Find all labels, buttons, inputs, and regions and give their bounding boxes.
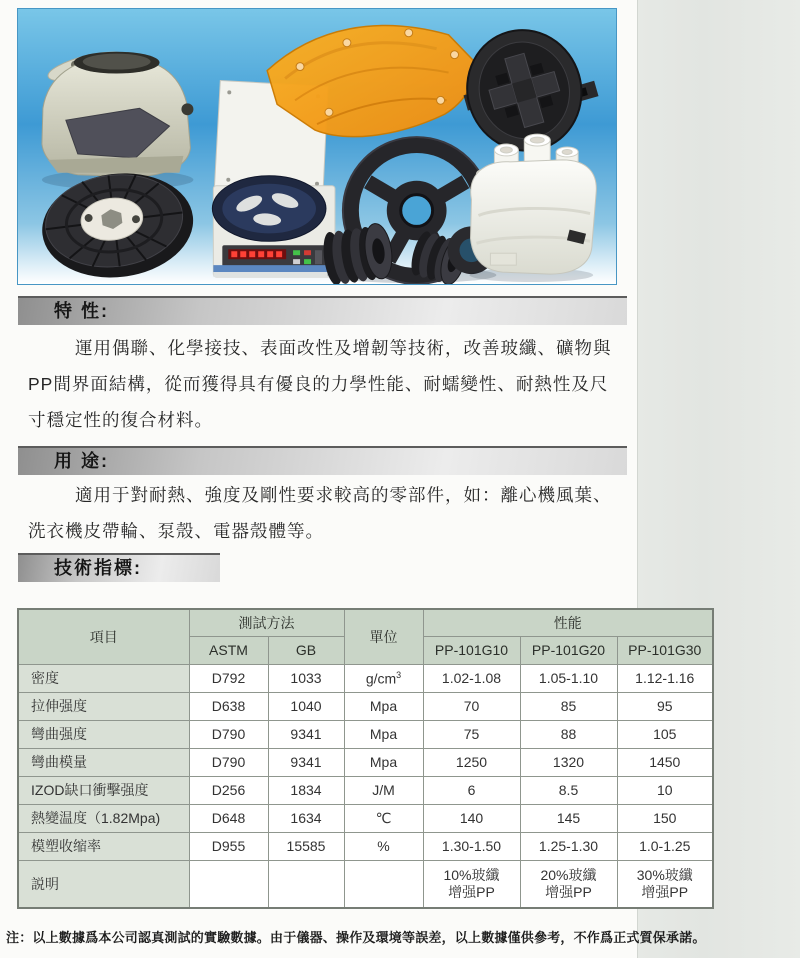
table-row-description [18, 860, 713, 908]
desc-line: 20%玻纖 [540, 866, 597, 883]
cell-g20: 1.25-1.30 [520, 832, 617, 860]
table-row [18, 748, 713, 776]
col-header-method: 測試方法 [189, 609, 344, 636]
cell-g30: 105 [617, 720, 713, 748]
cell-g20: 1.05-1.10 [520, 664, 617, 692]
paragraph-line: 適用于對耐熱、強度及剛性要求較高的零部件，如：離心機風葉、 [75, 485, 612, 505]
cell-gb: 1834 [268, 776, 344, 804]
cell-gb: 1040 [268, 692, 344, 720]
cell-g10-desc [423, 860, 520, 908]
cell-g10: 1.02-1.08 [423, 664, 520, 692]
cell-unit: Mpa [344, 692, 423, 720]
cell-gb-empty [268, 860, 344, 908]
cell-unit: J/M [344, 776, 423, 804]
paragraph-line: 寸穩定性的復合材料。 [28, 410, 213, 430]
cell-g30-desc [617, 860, 713, 908]
row-item-label: 説明 [18, 860, 189, 908]
col-header-unit: 單位 [344, 609, 423, 664]
cell-g10: 1.30-1.50 [423, 832, 520, 860]
product-photo [17, 8, 617, 285]
row-item-label: 熱變温度（1.82Mpa) [18, 804, 189, 832]
cell-gb: 1634 [268, 804, 344, 832]
col-header-astm: ASTM [189, 636, 268, 664]
product-photo-illustration [18, 9, 616, 284]
row-item-label: IZOD缺口衝擊强度 [18, 776, 189, 804]
paragraph-line: 運用偶聯、化學接技、表面改性及增韌等技術，改善玻纖、礦物與 [75, 338, 612, 358]
cell-astm: D792 [189, 664, 268, 692]
specs-table [17, 608, 714, 909]
cell-g20: 1320 [520, 748, 617, 776]
cell-astm: D955 [189, 832, 268, 860]
usage-paragraph [28, 477, 626, 549]
row-item-label: 模塑收缩率 [18, 832, 189, 860]
cell-astm: D790 [189, 720, 268, 748]
cell-g20: 145 [520, 804, 617, 832]
footnote: 注：以上數據爲本公司認真測試的實驗數據。由于儀器、操作及環境等誤差，以上數據僅供參考，不作爲正式質保承諾。 [6, 930, 706, 945]
desc-line: 30%玻纖 [636, 866, 693, 883]
cell-g10: 140 [423, 804, 520, 832]
table-row [18, 720, 713, 748]
row-item-label: 彎曲模量 [18, 748, 189, 776]
cell-astm: D256 [189, 776, 268, 804]
cell-gb: 15585 [268, 832, 344, 860]
cell-g30: 1.12-1.16 [617, 664, 713, 692]
cell-unit [344, 664, 423, 692]
cell-g20: 88 [520, 720, 617, 748]
cell-unit: ℃ [344, 804, 423, 832]
cell-g10: 70 [423, 692, 520, 720]
col-header-g10: PP-101G10 [423, 636, 520, 664]
desc-line: 增强PP [448, 883, 495, 900]
cell-astm-empty [189, 860, 268, 908]
cell-g30: 95 [617, 692, 713, 720]
section-title: 技術指標: [54, 558, 142, 578]
cell-g30: 1450 [617, 748, 713, 776]
table-row [18, 832, 713, 860]
cell-unit: % [344, 832, 423, 860]
table-row [18, 804, 713, 832]
paragraph-line: PP間界面結構，從而獲得具有優良的力學性能、耐蠕變性、耐熱性及尺 [28, 374, 609, 394]
section-header-specs [18, 553, 220, 582]
col-header-gb: GB [268, 636, 344, 664]
row-item-label: 拉伸强度 [18, 692, 189, 720]
cell-gb: 1033 [268, 664, 344, 692]
section-title: 特 性: [54, 301, 109, 321]
col-header-g30: PP-101G30 [617, 636, 713, 664]
cell-g10: 6 [423, 776, 520, 804]
cell-g30: 150 [617, 804, 713, 832]
table-row [18, 664, 713, 692]
section-title: 用 途: [54, 451, 109, 471]
row-item-label: 密度 [18, 664, 189, 692]
desc-line: 10%玻纖 [443, 866, 500, 883]
desc-line: 增强PP [641, 883, 689, 900]
cell-g30: 1.0-1.25 [617, 832, 713, 860]
section-header-features [18, 296, 627, 325]
cell-unit: Mpa [344, 720, 423, 748]
table-row [18, 776, 713, 804]
unit-text: g/cm [365, 670, 397, 687]
cell-g20-desc [520, 860, 617, 908]
paragraph-line: 洗衣機皮帶輪、泵殼、電器殼體等。 [28, 521, 324, 541]
row-item-label: 彎曲强度 [18, 720, 189, 748]
cell-astm: D648 [189, 804, 268, 832]
cell-gb: 9341 [268, 748, 344, 776]
unit-superscript: 3 [396, 669, 402, 680]
cell-g10: 75 [423, 720, 520, 748]
cell-astm: D638 [189, 692, 268, 720]
cell-g10: 1250 [423, 748, 520, 776]
col-header-performance: 性能 [423, 609, 713, 636]
cell-g20: 85 [520, 692, 617, 720]
col-header-item: 項目 [18, 609, 189, 664]
cell-unit-empty [344, 860, 423, 908]
cell-unit: Mpa [344, 748, 423, 776]
col-header-g20: PP-101G20 [520, 636, 617, 664]
section-header-usage [18, 446, 627, 475]
table-row [18, 692, 713, 720]
cell-g30: 10 [617, 776, 713, 804]
desc-line: 增强PP [545, 883, 592, 900]
features-paragraph [28, 330, 626, 438]
cell-g20: 8.5 [520, 776, 617, 804]
cell-gb: 9341 [268, 720, 344, 748]
cell-astm: D790 [189, 748, 268, 776]
